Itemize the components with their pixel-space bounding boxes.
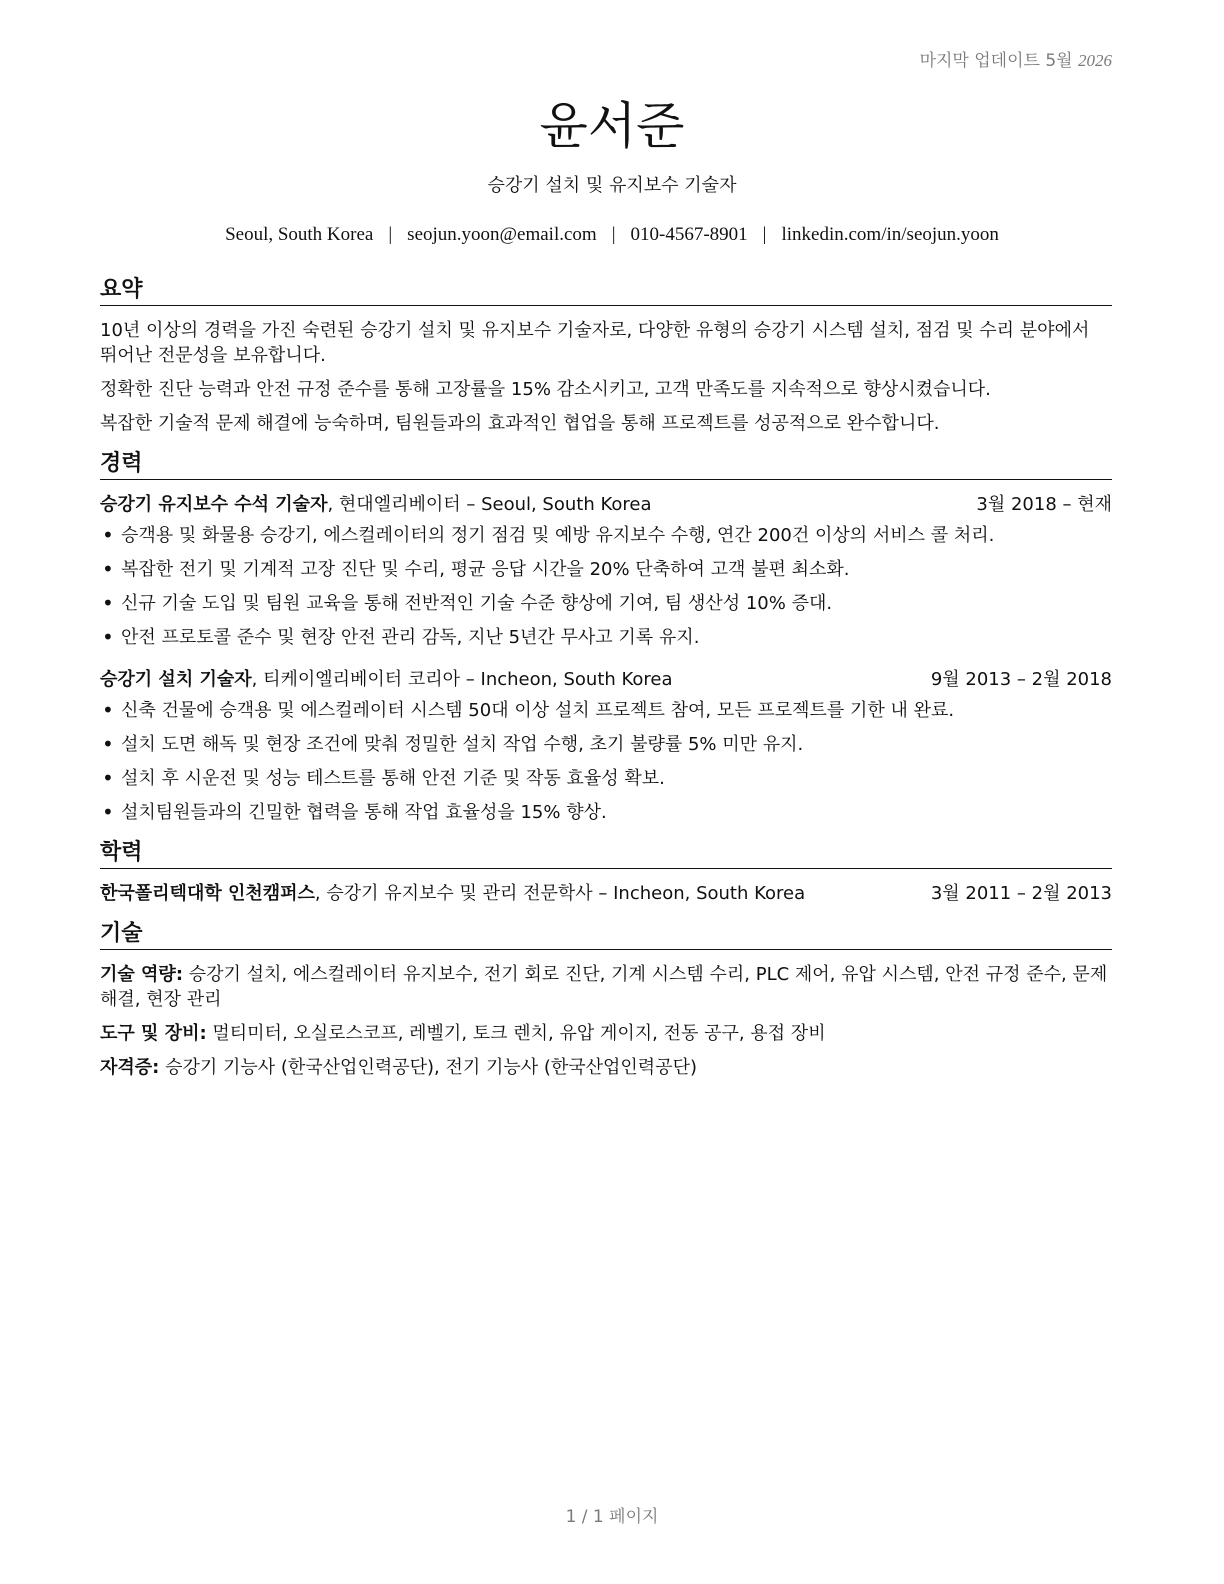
section-heading-summary: 요약: [100, 276, 1112, 306]
job-company: , 현대엘리베이터 – Seoul, South Korea: [327, 494, 652, 515]
job-bullet: • 안전 프로토콜 준수 및 현장 안전 관리 감독, 지난 5년간 무사고 기록 유지.: [100, 625, 1112, 650]
contact-phone: 010-4567-8901: [630, 224, 748, 245]
skill-label: 기술 역량:: [100, 964, 184, 985]
job-bullet: • 신규 기술 도입 및 팀원 교육을 통해 전반적인 기술 수준 향상에 기여, 팀 생산성 10% 증대.: [100, 591, 1112, 616]
skill-line: [100, 1021, 1112, 1046]
job-dates: 9월 2013 – 2월 2018: [930, 669, 1112, 690]
skill-line: [100, 962, 1112, 1012]
summary-section: [100, 276, 1112, 436]
last-updated-month: 5월: [1045, 51, 1073, 71]
section-heading-skills: 기술: [100, 920, 1112, 950]
skill-value: 승강기 기능사 (한국산업인력공단), 전기 기능사 (한국산업인력공단): [159, 1057, 697, 1078]
education-school-detail: [100, 881, 805, 906]
summary-paragraph: 정확한 진단 능력과 안전 규정 준수를 통해 고장률을 15% 감소시키고, 고객 만족도를 지속적으로 향상시켰습니다.: [100, 379, 991, 400]
contact-linkedin[interactable]: linkedin.com/in/seojun.yoon: [781, 224, 999, 245]
job-bullet: • 신축 건물에 승객용 및 에스컬레이터 시스템 50대 이상 설치 프로젝트 참여, 모든 프로젝트를 기한 내 완료.: [100, 698, 1112, 723]
experience-section: [100, 450, 1112, 825]
job-bullet: • 설치 후 시운전 및 성능 테스트를 통해 안전 기준 및 작동 효율성 확보.: [100, 766, 1112, 791]
contact-separator: |: [388, 224, 393, 245]
job-bullets: [100, 523, 1112, 650]
skill-label: 도구 및 장비:: [100, 1023, 207, 1044]
section-heading-experience: 경력: [100, 450, 1112, 480]
skill-value: 멀티미터, 오실로스코프, 레벨기, 토크 렌치, 유압 게이지, 전동 공구, 용접 장비: [206, 1023, 826, 1044]
contact-line: [0, 224, 1224, 246]
summary-paragraph: 10년 이상의 경력을 가진 숙련된 승강기 설치 및 유지보수 기술자로, 다양한 유형의 승강기 시스템 설치, 점검 및 수리 분야에서 뛰어난 전문성을 보유합니다.: [100, 320, 1090, 366]
job-entry: [100, 667, 1112, 825]
section-heading-education: 학력: [100, 839, 1112, 869]
summary-paragraph: 복잡한 기술적 문제 해결에 능숙하며, 팀원들과의 효과적인 협업을 통해 프로젝트를 성공적으로 완수합니다.: [100, 413, 940, 434]
skill-label: 자격증:: [100, 1057, 160, 1078]
contact-separator: |: [611, 224, 616, 245]
job-title: 승강기 설치 및 유지보수 기술자: [487, 175, 737, 196]
job-entry: [100, 492, 1112, 650]
contact-location: Seoul, South Korea: [225, 224, 374, 245]
education-section: [100, 839, 1112, 906]
contact-separator: |: [762, 224, 767, 245]
skills-section: [100, 920, 1112, 1080]
education-dates: 3월 2011 – 2월 2013: [930, 883, 1112, 904]
job-bullet: • 승객용 및 화물용 승강기, 에스컬레이터의 정기 점검 및 예방 유지보수 수행, 연간 200건 이상의 서비스 콜 처리.: [100, 523, 1112, 548]
job-bullet: • 복잡한 전기 및 기계적 고장 진단 및 수리, 평균 응답 시간을 20% 단축하여 고객 불편 최소화.: [100, 557, 1112, 582]
job-dates: 3월 2018 – 현재: [976, 494, 1112, 515]
job-bullets: [100, 698, 1112, 825]
skill-line: [100, 1055, 1112, 1080]
job-role-company: [100, 667, 673, 692]
last-updated-year: 2026: [1078, 51, 1112, 70]
job-role: 승강기 설치 기술자: [100, 669, 252, 690]
job-header: [100, 667, 1112, 692]
last-updated-label: 마지막 업데이트: [919, 51, 1040, 71]
job-bullet: • 설치 도면 해독 및 현장 조건에 맞춰 정밀한 설치 작업 수행, 초기 불량률 5% 미만 유지.: [100, 732, 1112, 757]
education-school: 한국폴리텍대학 인천캠퍼스: [100, 883, 315, 904]
job-company: , 티케이엘리베이터 코리아 – Incheon, South Korea: [251, 669, 673, 690]
education-detail: , 승강기 유지보수 및 관리 전문학사 – Incheon, South Korea: [314, 883, 806, 904]
job-role-company: [100, 492, 652, 517]
person-name: 윤서준: [539, 97, 685, 155]
resume-body: [100, 276, 1112, 1089]
page-indicator: 1 / 1 페이지: [565, 1507, 659, 1527]
job-header: [100, 492, 1112, 517]
education-entry: [100, 881, 1112, 906]
job-role: 승강기 유지보수 수석 기술자: [100, 494, 328, 515]
last-updated: [920, 46, 1112, 71]
skill-value: 승강기 설치, 에스컬레이터 유지보수, 전기 회로 진단, 기계 시스템 수리, PLC 제어, 유압 시스템, 안전 규정 준수, 문제 해결, 현장 관리: [100, 964, 1108, 1010]
contact-email[interactable]: seojun.yoon@email.com: [407, 224, 597, 245]
job-bullet: • 설치팀원들과의 긴밀한 협력을 통해 작업 효율성을 15% 향상.: [100, 800, 1112, 825]
